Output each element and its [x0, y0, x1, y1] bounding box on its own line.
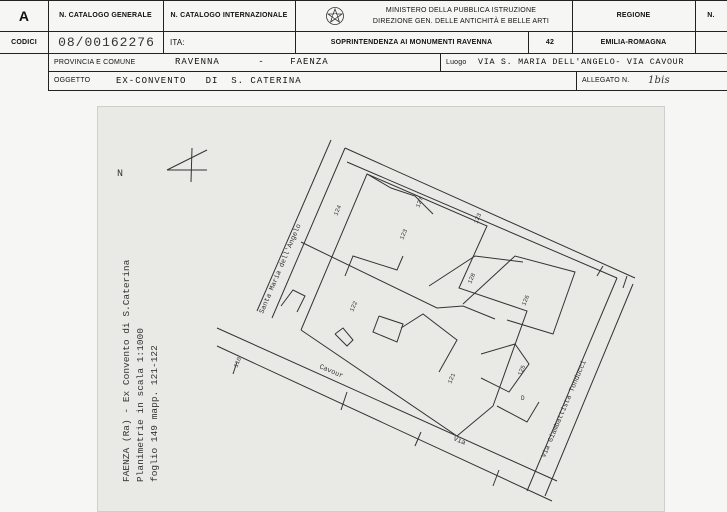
regione-label: REGIONE	[616, 12, 651, 19]
catalogo-internazionale-label: N. CATALOGO INTERNAZIONALE	[170, 12, 288, 19]
regione-value: EMILIA-ROMAGNA	[600, 38, 667, 46]
street-cavour-label: Cavour	[317, 363, 345, 381]
cavour-street-edge-2	[217, 346, 552, 501]
caption-line3: foglio 149 mapp. 121-122	[149, 345, 160, 482]
north-label: N	[117, 169, 124, 180]
parcel-label: D	[521, 395, 525, 402]
italian-emblem-icon	[325, 6, 345, 26]
ministero-line2: DIREZIONE GEN. DELLE ANTICHITÀ E BELLE ARTI	[372, 17, 550, 25]
card-letter: A	[18, 7, 30, 24]
codici-value: 08/00162276	[58, 34, 155, 50]
oggetto-label: OGGETTO	[54, 77, 91, 84]
cavour-street-edge-1	[217, 328, 557, 481]
street-via-label: Via	[451, 435, 467, 448]
allegato-value: 1bis	[648, 75, 670, 86]
luogo-label: Luogo	[446, 58, 467, 66]
parcel-label: 122	[348, 300, 360, 313]
street-tonducci-label: Via Giambattista Tonducci	[540, 359, 589, 460]
parcel-label: 123	[472, 212, 484, 225]
site-plan-photo	[97, 106, 665, 512]
parcel-label: 128	[466, 272, 478, 285]
caption-line1: FAENZA (Ra) - Ex Convento di S.Caterina	[121, 259, 132, 482]
soprintendenza-number: 42	[545, 38, 555, 46]
oggetto-value: EX-CONVENTO DI S. CATERINA	[116, 75, 302, 86]
ita-label: ITA:	[170, 37, 185, 47]
parcel-label: 110	[232, 356, 244, 369]
catalog-header	[0, 0, 727, 92]
ministero-line1: MINISTERO DELLA PUBBLICA ISTRUZIONE	[385, 6, 537, 14]
luogo-value: VIA S. MARIA DELL'ANGELO- VIA CAVOUR	[478, 57, 685, 67]
codici-label: CODICI	[11, 38, 37, 46]
site-plan-drawing	[97, 106, 665, 512]
parcel-label: 125	[516, 364, 528, 377]
parcel-label: 126	[520, 294, 532, 307]
catalogo-generale-label: N. CATALOGO GENERALE	[59, 12, 152, 19]
caption-line2: Planimetrie in scala 1:1000	[135, 328, 146, 482]
street-s-maria-label: Santa Maria dell'Angelo	[258, 223, 304, 316]
parcel-label: 124	[332, 204, 344, 217]
provincia-label: PROVINCIA E COMUNE	[54, 58, 136, 66]
soprintendenza-value: SOPRINTENDENZA AI MONUMENTI RAVENNA	[330, 38, 493, 46]
provincia-value: RAVENNA - FAENZA	[175, 57, 329, 67]
parcel-label: 121	[446, 372, 458, 385]
parcel-label: 123	[398, 228, 410, 241]
n-label: N.	[707, 12, 715, 19]
allegato-label: ALLEGATO N.	[582, 77, 630, 84]
parcel-label: 127	[414, 196, 426, 209]
